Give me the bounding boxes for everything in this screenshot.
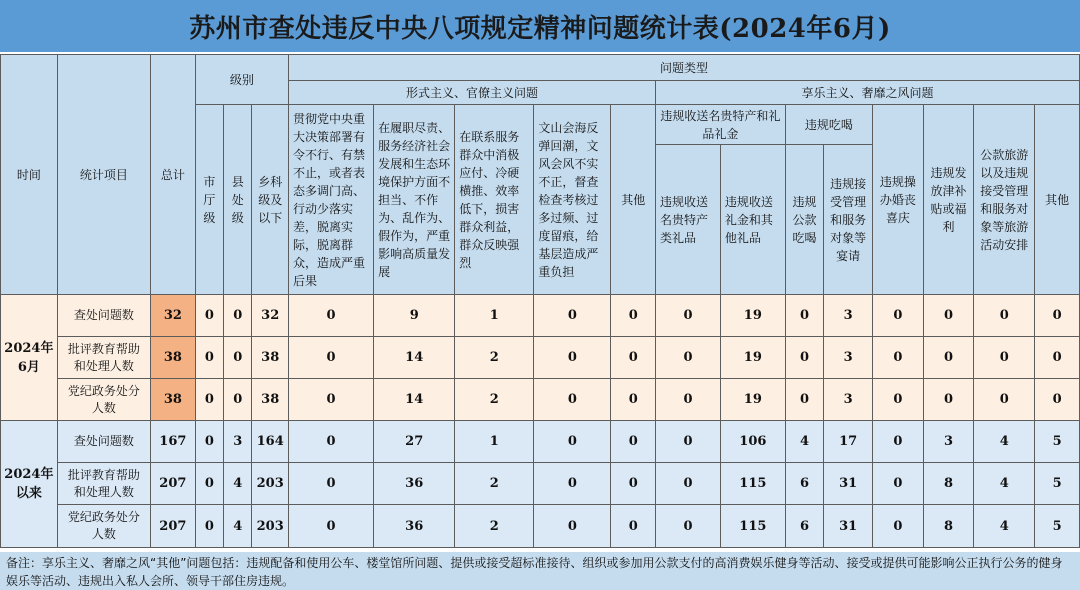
header-h6: 违规发放津补贴或福利 xyxy=(923,105,974,295)
total-cell: 207 xyxy=(151,463,196,505)
value-cell: 0 xyxy=(534,421,611,463)
value-cell: 4 xyxy=(785,421,824,463)
value-cell: 6 xyxy=(785,505,824,548)
value-cell: 3 xyxy=(923,421,974,463)
value-cell: 19 xyxy=(720,295,785,337)
value-cell: 0 xyxy=(873,379,924,421)
period-label: 2024年以来 xyxy=(1,421,58,548)
value-cell: 4 xyxy=(224,463,252,505)
value-cell: 3 xyxy=(224,421,252,463)
value-cell: 6 xyxy=(785,463,824,505)
value-cell: 4 xyxy=(974,463,1035,505)
value-cell: 0 xyxy=(534,295,611,337)
header-h7: 公款旅游以及违规接受管理和服务对象等旅游活动安排 xyxy=(974,105,1035,295)
header-f4: 文山会海反弹回潮，文风会风不实不正，督查检查考核过多过频、过度留痕，给基层造成严重负担 xyxy=(534,105,611,295)
value-cell: 4 xyxy=(974,421,1035,463)
value-cell: 0 xyxy=(656,421,721,463)
value-cell: 8 xyxy=(923,463,974,505)
title-bar xyxy=(0,0,1080,52)
value-cell: 0 xyxy=(288,337,373,379)
value-cell: 0 xyxy=(785,337,824,379)
header-formalism-group: 形式主义、官僚主义问题 xyxy=(288,81,655,105)
value-cell: 0 xyxy=(873,421,924,463)
value-cell: 2 xyxy=(455,337,534,379)
header-h4: 违规接受管理和服务对象等宴请 xyxy=(824,145,873,295)
value-cell: 0 xyxy=(611,421,656,463)
header-level-township: 乡科级及以下 xyxy=(252,105,289,295)
value-cell: 0 xyxy=(534,337,611,379)
table-body xyxy=(1,295,1080,548)
value-cell: 38 xyxy=(252,337,289,379)
value-cell: 203 xyxy=(252,505,289,548)
statistics-table xyxy=(0,54,1080,548)
value-cell: 0 xyxy=(923,295,974,337)
value-cell: 0 xyxy=(611,337,656,379)
value-cell: 0 xyxy=(195,505,223,548)
value-cell: 31 xyxy=(824,463,873,505)
value-cell: 8 xyxy=(923,505,974,548)
header-level-city: 市厅级 xyxy=(195,105,223,295)
value-cell: 0 xyxy=(288,379,373,421)
value-cell: 0 xyxy=(1035,379,1080,421)
value-cell: 9 xyxy=(374,295,455,337)
value-cell: 115 xyxy=(720,505,785,548)
header-h1: 违规收送名贵特产类礼品 xyxy=(656,145,721,295)
header-f1: 贯彻党中央重大决策部署有令不行、有禁不止，或者表态多调门高、行动少落实差，脱离实际，脱离群众，造成严重后果 xyxy=(288,105,373,295)
value-cell: 0 xyxy=(288,505,373,548)
value-cell: 4 xyxy=(224,505,252,548)
value-cell: 0 xyxy=(224,295,252,337)
value-cell: 0 xyxy=(534,505,611,548)
table-row xyxy=(1,421,1080,463)
value-cell: 31 xyxy=(824,505,873,548)
total-cell: 167 xyxy=(151,421,196,463)
table-row xyxy=(1,337,1080,379)
value-cell: 0 xyxy=(656,295,721,337)
value-cell: 5 xyxy=(1035,463,1080,505)
value-cell: 1 xyxy=(455,421,534,463)
footnote: 备注：享乐主义、奢靡之风“其他”问题包括：违规配备和使用公车、楼堂馆所问题、提供或接受超标准接待、组织或参加用公款支付的高消费娱乐健身等活动、接受或提供可能影响公正执行公务的健身娱乐等活动、违规出入私人会所、领导干部住房违规。 xyxy=(0,552,1080,590)
value-cell: 3 xyxy=(824,379,873,421)
value-cell: 0 xyxy=(974,337,1035,379)
table-row xyxy=(1,379,1080,421)
value-cell: 5 xyxy=(1035,505,1080,548)
header-f5: 其他 xyxy=(611,105,656,295)
header-f2: 在履职尽责、服务经济社会发展和生态环境保护方面不担当、不作为、乱作为、假作为，严重影响高质量发展 xyxy=(374,105,455,295)
header-h3: 违规公款吃喝 xyxy=(785,145,824,295)
value-cell: 0 xyxy=(195,337,223,379)
value-cell: 36 xyxy=(374,505,455,548)
page-title: 苏州市查处违反中央八项规定精神问题统计表(2024年6月) xyxy=(189,13,891,44)
header-total: 总计 xyxy=(151,55,196,295)
value-cell: 0 xyxy=(1035,337,1080,379)
value-cell: 27 xyxy=(374,421,455,463)
value-cell: 0 xyxy=(611,505,656,548)
row-item-label: 批评教育帮助和处理人数 xyxy=(57,337,150,379)
value-cell: 0 xyxy=(923,337,974,379)
value-cell: 2 xyxy=(455,505,534,548)
header-f3: 在联系服务群众中消极应付、冷硬横推、效率低下，损害群众利益，群众反映强烈 xyxy=(455,105,534,295)
value-cell: 0 xyxy=(785,379,824,421)
row-item-label: 党纪政务处分人数 xyxy=(57,505,150,548)
value-cell: 17 xyxy=(824,421,873,463)
value-cell: 0 xyxy=(656,505,721,548)
value-cell: 32 xyxy=(252,295,289,337)
value-cell: 0 xyxy=(611,295,656,337)
value-cell: 2 xyxy=(455,463,534,505)
total-cell: 207 xyxy=(151,505,196,548)
value-cell: 0 xyxy=(974,295,1035,337)
value-cell: 0 xyxy=(873,337,924,379)
value-cell: 0 xyxy=(656,463,721,505)
value-cell: 0 xyxy=(611,463,656,505)
value-cell: 0 xyxy=(873,295,924,337)
period-label: 2024年6月 xyxy=(1,295,58,421)
total-cell: 38 xyxy=(151,379,196,421)
value-cell: 0 xyxy=(195,295,223,337)
value-cell: 0 xyxy=(288,463,373,505)
value-cell: 0 xyxy=(288,295,373,337)
value-cell: 106 xyxy=(720,421,785,463)
row-item-label: 查处问题数 xyxy=(57,295,150,337)
header-hedonism-group: 享乐主义、奢靡之风问题 xyxy=(656,81,1080,105)
value-cell: 115 xyxy=(720,463,785,505)
value-cell: 0 xyxy=(785,295,824,337)
header-h2: 违规收送礼金和其他礼品 xyxy=(720,145,785,295)
header-item: 统计项目 xyxy=(57,55,150,295)
header-problem-type: 问题类型 xyxy=(288,55,1079,81)
value-cell: 14 xyxy=(374,379,455,421)
value-cell: 0 xyxy=(534,379,611,421)
value-cell: 0 xyxy=(288,421,373,463)
value-cell: 0 xyxy=(656,379,721,421)
value-cell: 0 xyxy=(224,337,252,379)
value-cell: 1 xyxy=(455,295,534,337)
value-cell: 0 xyxy=(195,421,223,463)
table-row xyxy=(1,505,1080,548)
value-cell: 0 xyxy=(656,337,721,379)
value-cell: 0 xyxy=(534,463,611,505)
value-cell: 36 xyxy=(374,463,455,505)
value-cell: 5 xyxy=(1035,421,1080,463)
table-row xyxy=(1,463,1080,505)
total-cell: 38 xyxy=(151,337,196,379)
value-cell: 3 xyxy=(824,337,873,379)
total-cell: 32 xyxy=(151,295,196,337)
value-cell: 0 xyxy=(195,379,223,421)
value-cell: 14 xyxy=(374,337,455,379)
value-cell: 0 xyxy=(611,379,656,421)
value-cell: 0 xyxy=(873,463,924,505)
header-time: 时间 xyxy=(1,55,58,295)
value-cell: 203 xyxy=(252,463,289,505)
value-cell: 38 xyxy=(252,379,289,421)
value-cell: 0 xyxy=(974,379,1035,421)
row-item-label: 查处问题数 xyxy=(57,421,150,463)
table-row xyxy=(1,295,1080,337)
value-cell: 19 xyxy=(720,337,785,379)
value-cell: 3 xyxy=(824,295,873,337)
header-level-county: 县处级 xyxy=(224,105,252,295)
value-cell: 19 xyxy=(720,379,785,421)
value-cell: 4 xyxy=(974,505,1035,548)
value-cell: 2 xyxy=(455,379,534,421)
row-item-label: 党纪政务处分人数 xyxy=(57,379,150,421)
value-cell: 0 xyxy=(224,379,252,421)
header-eat-group: 违规吃喝 xyxy=(785,105,872,145)
value-cell: 0 xyxy=(195,463,223,505)
header-h8: 其他 xyxy=(1035,105,1080,295)
header-level: 级别 xyxy=(195,55,288,105)
header-gift-group: 违规收送名贵特产和礼品礼金 xyxy=(656,105,786,145)
value-cell: 0 xyxy=(923,379,974,421)
header-h5: 违规操办婚丧喜庆 xyxy=(873,105,924,295)
row-item-label: 批评教育帮助和处理人数 xyxy=(57,463,150,505)
value-cell: 0 xyxy=(1035,295,1080,337)
value-cell: 0 xyxy=(873,505,924,548)
value-cell: 164 xyxy=(252,421,289,463)
